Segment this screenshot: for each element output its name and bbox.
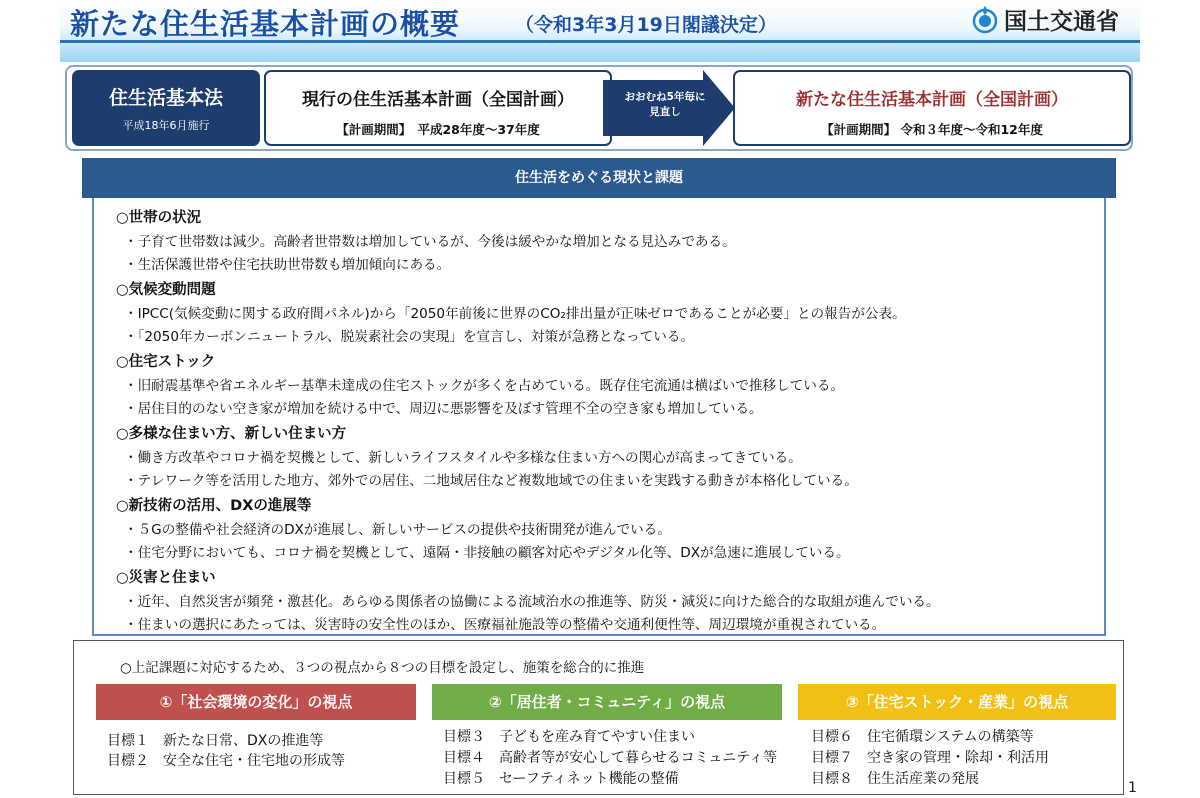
- situation-header: 住生活をめぐる現状と課題: [82, 158, 1116, 198]
- new-plan-title: 新たな住生活基本計画（全国計画）: [796, 90, 1068, 110]
- section-title: ○世帯の状況: [116, 210, 202, 226]
- section-bullet: ・住宅分野においても、コロナ禍を契機として、遠隔・非接触の顧客対応やデジタル化等、DXが急速に進展している。: [124, 545, 850, 561]
- goals-intro: ○上記課題に対応するため、３つの視点から８つの目標を設定し、施策を総合的に推進: [120, 660, 645, 676]
- section-bullet: ・「2050年カーボンニュートラル、脱炭素社会の実現」を宣言し、対策が急務となっている。: [124, 329, 695, 345]
- law-title: 住生活基本法: [108, 87, 223, 109]
- goal-item: 目標３ 子どもを産み育てやすい住まい: [443, 729, 695, 745]
- review-line-2: 見直し: [649, 106, 681, 118]
- new-plan-box: [733, 70, 1131, 146]
- new-plan-period: 【計画期間】 令和３年度～令和12年度: [821, 122, 1043, 137]
- page-number: 1: [1128, 780, 1137, 796]
- section-bullet: ・居住目的のない空き家が増加を続ける中で、周辺に悪影響を及ぼす管理不全の空き家も増加している。: [124, 401, 763, 417]
- goal-item: 目標１ 新たな日常、DXの推進等: [107, 733, 324, 749]
- page-title: 新たな住生活基本計画の概要: [70, 7, 461, 41]
- law-box: [72, 70, 260, 146]
- section-bullet: ・テレワーク等を活用した地方、郊外での居住、二地域居住など複数地域での住まいを実践する動きが本格化している。: [124, 473, 858, 489]
- current-plan-period: 【計画期間】 平成28年度～37年度: [336, 122, 540, 137]
- decision-date: （令和3年3月19日閣議決定）: [515, 14, 777, 36]
- review-line-1: おおむね5年毎に: [624, 91, 706, 103]
- law-subtitle: 平成18年6月施行: [122, 119, 210, 132]
- section-bullet: ・住まいの選択にあたっては、災害時の安全性のほか、医療福祉施設等の整備や交通利便性等、周辺環境が重視されている。: [124, 617, 886, 633]
- section-bullet: ・生活保護世帯や住宅扶助世帯数も増加傾向にある。: [124, 257, 451, 273]
- section-bullet: ・IPCC(気候変動に関する政府間パネル)から「2050年前後に世界のCO₂排出量が正味ゼロであることが必要」との報告が公表。: [124, 306, 906, 322]
- section-title: ○多様な住まい方、新しい住まい方: [116, 426, 347, 442]
- goal-item: 目標２ 安全な住宅・住宅地の形成等: [107, 753, 345, 769]
- section-title: ○住宅ストック: [116, 354, 216, 370]
- current-plan-title: 現行の住生活基本計画（全国計画）: [302, 90, 574, 110]
- section-bullet: ・子育て世帯数は減少。高齢者世帯数は増加しているが、今後は緩やかな増加となる見込みである。: [124, 234, 736, 250]
- section-title: ○新技術の活用、DXの進展等: [116, 498, 312, 514]
- section-bullet: ・旧耐震基準や省エネルギー基準未達成の住宅ストックが多くを占めている。既存住宅流通は横ばいで推移している。: [124, 378, 845, 394]
- section-title: ○気候変動問題: [116, 282, 216, 298]
- section-bullet: ・働き方改革やコロナ禍を契機として、新しいライフスタイルや多様な住まい方への関心が高まってきている。: [124, 450, 802, 466]
- viewpoint-housing-stock-industry: ③「住宅ストック・産業」の視点: [798, 684, 1116, 720]
- viewpoint-social-environment: ①「社会環境の変化」の視点: [96, 684, 416, 720]
- viewpoint-residents-community: ②「居住者・コミュニティ」の視点: [432, 684, 782, 720]
- section-bullet: ・５Gの整備や社会経済のDXが進展し、新しいサービスの提供や技術開発が進んでいる。: [124, 522, 671, 538]
- goal-item: 目標５ セーフティネット機能の整備: [443, 771, 679, 787]
- section-bullet: ・近年、自然災害が頻発・激甚化。あらゆる関係者の協働による流域治水の推進等、防災・減災に向けた総合的な取組が進んでいる。: [124, 594, 940, 610]
- goal-item: 目標６ 住宅循環システムの構築等: [811, 729, 1034, 745]
- mlit-logo-icon: [972, 4, 998, 34]
- current-plan-box: [264, 70, 612, 146]
- section-title: ○災害と住まい: [116, 570, 216, 586]
- goal-item: 目標８ 住生活産業の発展: [811, 771, 979, 787]
- review-arrow-label: [610, 90, 720, 120]
- goal-item: 目標７ 空き家の管理・除却・利活用: [811, 750, 1049, 766]
- org-logo: [972, 2, 1119, 36]
- org-name: 国土交通省: [1004, 8, 1119, 35]
- goal-item: 目標４ 高齢者等が安心して暮らせるコミュニティ等: [443, 750, 778, 766]
